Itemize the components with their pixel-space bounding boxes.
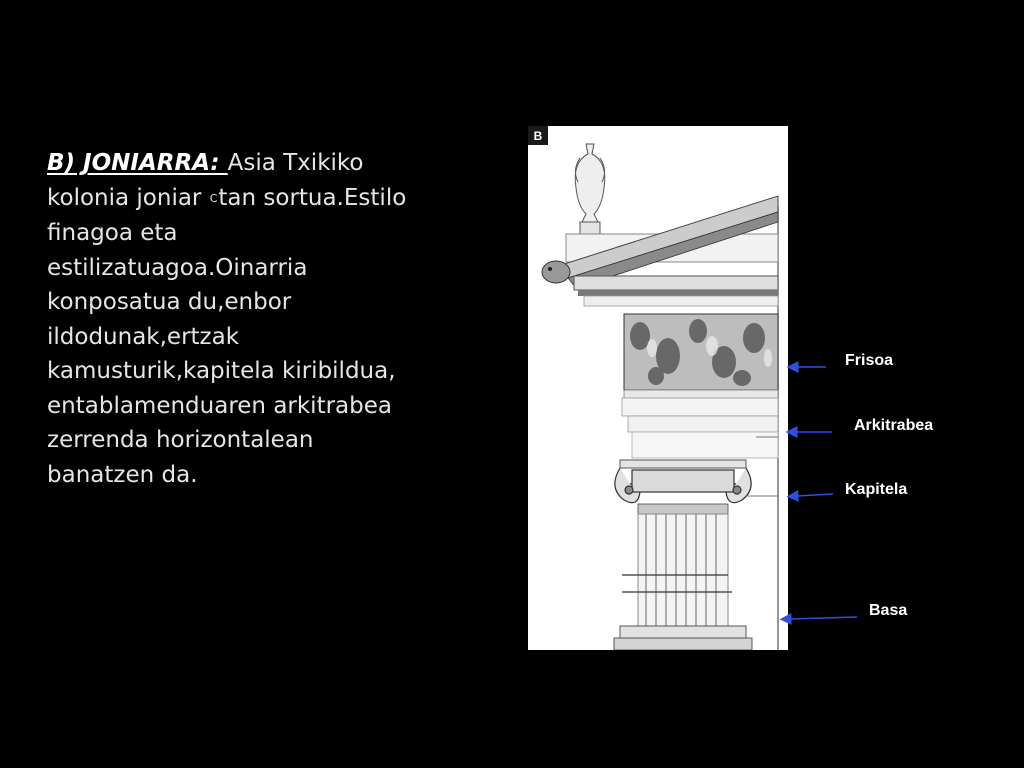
kapitela-arrow (797, 494, 833, 496)
arkitrabea-label: Arkitrabea (854, 417, 934, 434)
cursor-marker: C (209, 191, 218, 205)
body-text-part2: tan sortua.Estilo finagoa eta estilizatuagoa.Oinarria konposatua du,enbor ildodunak,ertzak kamusturik,kapitela kiribildua, entablamenduaren arkitrabea zerrenda horizontalean banatzen da. (47, 184, 407, 488)
basa-arrow (790, 617, 857, 619)
frisoa-label: Frisoa (845, 352, 894, 369)
basa-label: Basa (869, 602, 908, 619)
figure-badge: B (528, 126, 548, 145)
kapitela-label: Kapitela (845, 481, 908, 498)
body-text-part1: Asia Txikiko kolonia joniar (47, 150, 364, 211)
slide-heading: B) JONIARRA: (47, 150, 228, 176)
